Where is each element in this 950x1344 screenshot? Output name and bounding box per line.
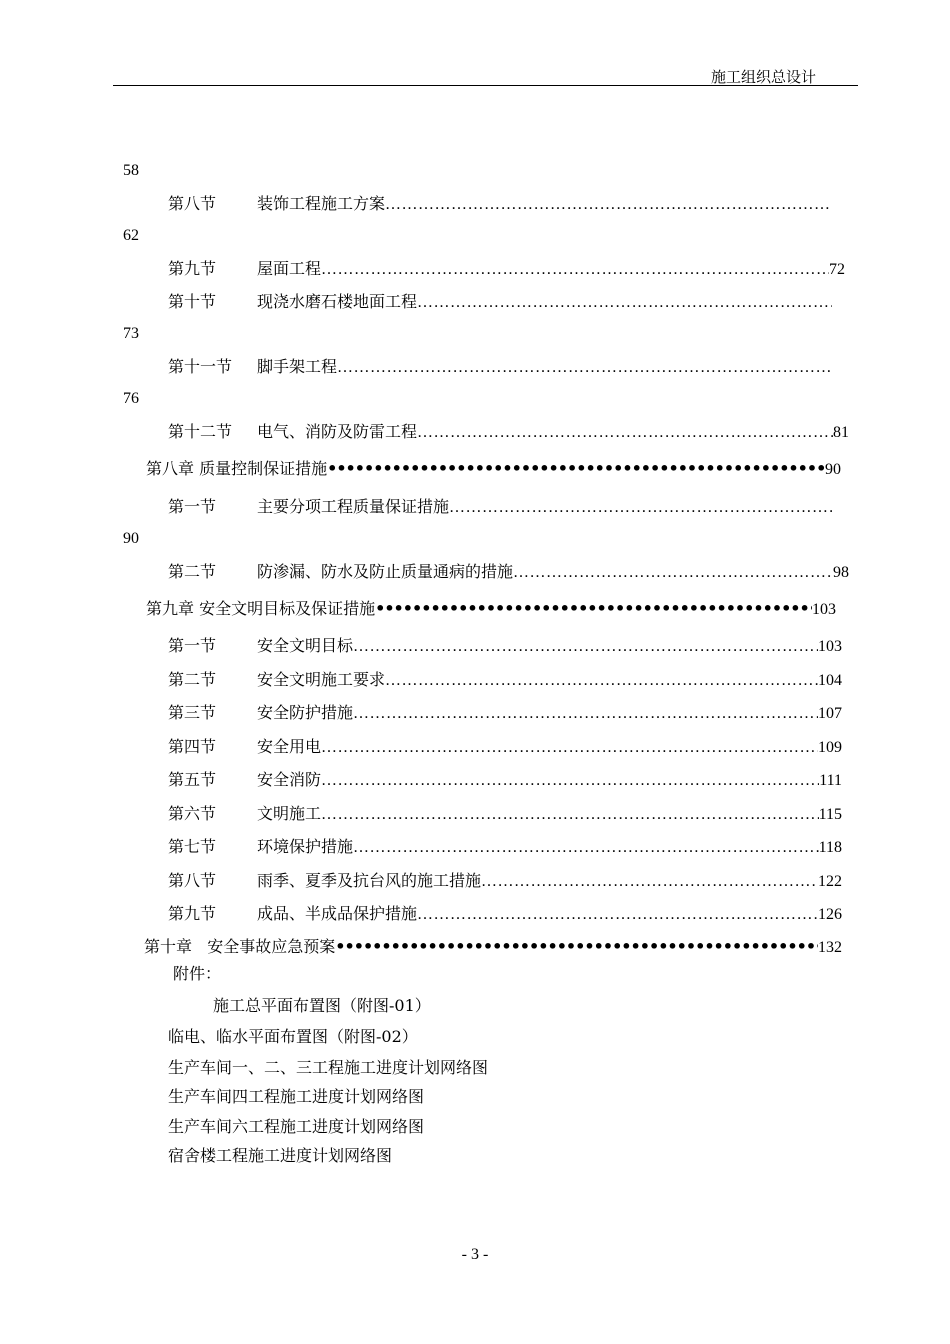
toc-entry-page: 103	[818, 638, 842, 655]
toc-entry-page: 107	[818, 705, 842, 722]
toc-page-number: 62	[123, 227, 139, 244]
toc-leader	[353, 704, 818, 724]
toc-entry-label: 第三节	[168, 703, 217, 722]
toc-entry-label: 第十一节	[168, 357, 233, 376]
toc-entry-title: 安全文明目标	[257, 636, 354, 655]
toc-entry-label: 第十二节	[168, 422, 233, 441]
toc-leader	[327, 459, 825, 479]
toc-entry-label: 第四节	[168, 737, 217, 756]
toc-entry-page: 104	[818, 672, 842, 689]
toc-leader	[353, 838, 819, 858]
toc-entry-page: 72	[829, 261, 845, 278]
toc-entry-title: 成品、半成品保护措施	[257, 904, 418, 923]
toc-chapter-title: 第八章 质量控制保证措施	[146, 459, 328, 478]
toc-leader	[449, 498, 832, 518]
toc-entry-page: 81	[833, 424, 849, 441]
page-number: - 3 -	[461, 1246, 489, 1263]
toc-entry[interactable]	[168, 904, 842, 925]
toc-entry-label: 第九节	[168, 904, 217, 923]
toc-entry[interactable]	[168, 422, 849, 443]
toc-leader	[321, 260, 829, 280]
toc-chapter[interactable]	[146, 599, 836, 620]
toc-leader	[353, 637, 818, 657]
toc-leader	[417, 293, 832, 313]
header-rule	[113, 85, 858, 86]
toc-leader	[481, 872, 818, 892]
toc-entry-title: 装饰工程施工方案	[257, 194, 386, 213]
attachment-item: 宿舍楼工程施工进度计划网络图	[168, 1146, 393, 1165]
toc-chapter-title: 第九章 安全文明目标及保证措施	[146, 599, 376, 618]
toc-entry[interactable]	[168, 259, 845, 280]
toc-entry[interactable]	[168, 670, 842, 691]
toc-entry-title: 安全消防	[257, 770, 322, 789]
toc-chapter[interactable]	[146, 459, 841, 480]
toc-entry[interactable]	[168, 837, 842, 858]
attachment-item: 生产车间六工程施工进度计划网络图	[168, 1117, 425, 1136]
toc-entry-label: 第九节	[168, 259, 217, 278]
toc-entry-label: 第十节	[168, 292, 217, 311]
attachment-item: 临电、临水平面布置图（附图-02）	[168, 1027, 418, 1046]
toc-entry[interactable]	[168, 292, 832, 313]
toc-entry[interactable]	[168, 497, 832, 518]
toc-entry-page: 118	[818, 839, 842, 856]
toc-entry[interactable]	[168, 703, 842, 724]
toc-entry-label: 第五节	[168, 770, 217, 789]
toc-chapter[interactable]	[144, 937, 842, 958]
toc-leader	[337, 358, 832, 378]
toc-entry-label: 第七节	[168, 837, 217, 856]
toc-entry-title: 安全文明施工要求	[257, 670, 386, 689]
attachments-heading: 附件：	[173, 964, 222, 983]
toc-leader	[335, 937, 818, 957]
toc-entry-title: 屋面工程	[257, 259, 322, 278]
toc-chapter-page: 132	[818, 939, 842, 956]
toc-entry-title: 现浇水磨石楼地面工程	[257, 292, 418, 311]
toc-entry[interactable]	[168, 194, 832, 215]
toc-leader	[321, 805, 819, 825]
toc-page-number: 73	[123, 325, 139, 342]
toc-entry-page: 126	[818, 906, 842, 923]
toc-chapter-title: 第十章 安全事故应急预案	[144, 937, 336, 956]
toc-entry[interactable]	[168, 770, 842, 791]
toc-entry-label: 第二节	[168, 670, 217, 689]
toc-leader	[417, 423, 833, 443]
toc-entry[interactable]	[168, 871, 842, 892]
toc-entry[interactable]	[168, 357, 832, 378]
toc-entry-page: 109	[818, 739, 842, 756]
attachment-item: 施工总平面布置图（附图-01）	[213, 996, 431, 1015]
toc-entry-title: 安全用电	[257, 737, 322, 756]
toc-leader	[385, 671, 818, 691]
toc-entry-label: 第一节	[168, 636, 217, 655]
toc-entry[interactable]	[168, 562, 849, 583]
toc-entry[interactable]	[168, 804, 842, 825]
toc-entry-title: 电气、消防及防雷工程	[257, 422, 418, 441]
attachment-item: 生产车间一、二、三工程施工进度计划网络图	[168, 1058, 489, 1077]
toc-leader	[513, 563, 833, 583]
toc-entry-label: 第八节	[168, 871, 217, 890]
toc-leader	[321, 771, 819, 791]
toc-page-number: 76	[123, 390, 139, 407]
toc-entry-title: 主要分项工程质量保证措施	[257, 497, 450, 516]
toc-entry-page: 115	[818, 806, 842, 823]
toc-leader	[385, 195, 832, 215]
toc-entry-label: 第八节	[168, 194, 217, 213]
toc-entry-title: 脚手架工程	[257, 357, 338, 376]
toc-page-number: 58	[123, 162, 139, 179]
toc-entry-label: 第一节	[168, 497, 217, 516]
header-title: 施工组织总设计	[710, 68, 816, 86]
toc-entry-title: 文明施工	[257, 804, 322, 823]
toc-entry-label: 第二节	[168, 562, 217, 581]
toc-entry-title: 安全防护措施	[257, 703, 354, 722]
toc-entry-page: 111	[819, 772, 842, 789]
toc-leader	[417, 905, 818, 925]
toc-page-number: 90	[123, 530, 139, 547]
toc-entry[interactable]	[168, 636, 842, 657]
toc-leader	[321, 738, 818, 758]
toc-entry[interactable]	[168, 737, 842, 758]
toc-chapter-page: 103	[812, 601, 836, 618]
attachment-item: 生产车间四工程施工进度计划网络图	[168, 1087, 425, 1106]
toc-entry-page: 122	[818, 873, 842, 890]
toc-leader	[375, 599, 812, 619]
toc-entry-page: 98	[833, 564, 849, 581]
toc-chapter-page: 90	[825, 461, 841, 478]
toc-entry-title: 环境保护措施	[257, 837, 354, 856]
toc-entry-label: 第六节	[168, 804, 217, 823]
toc-entry-title: 防渗漏、防水及防止质量通病的措施	[257, 562, 514, 581]
toc-entry-title: 雨季、夏季及抗台风的施工措施	[257, 871, 482, 890]
